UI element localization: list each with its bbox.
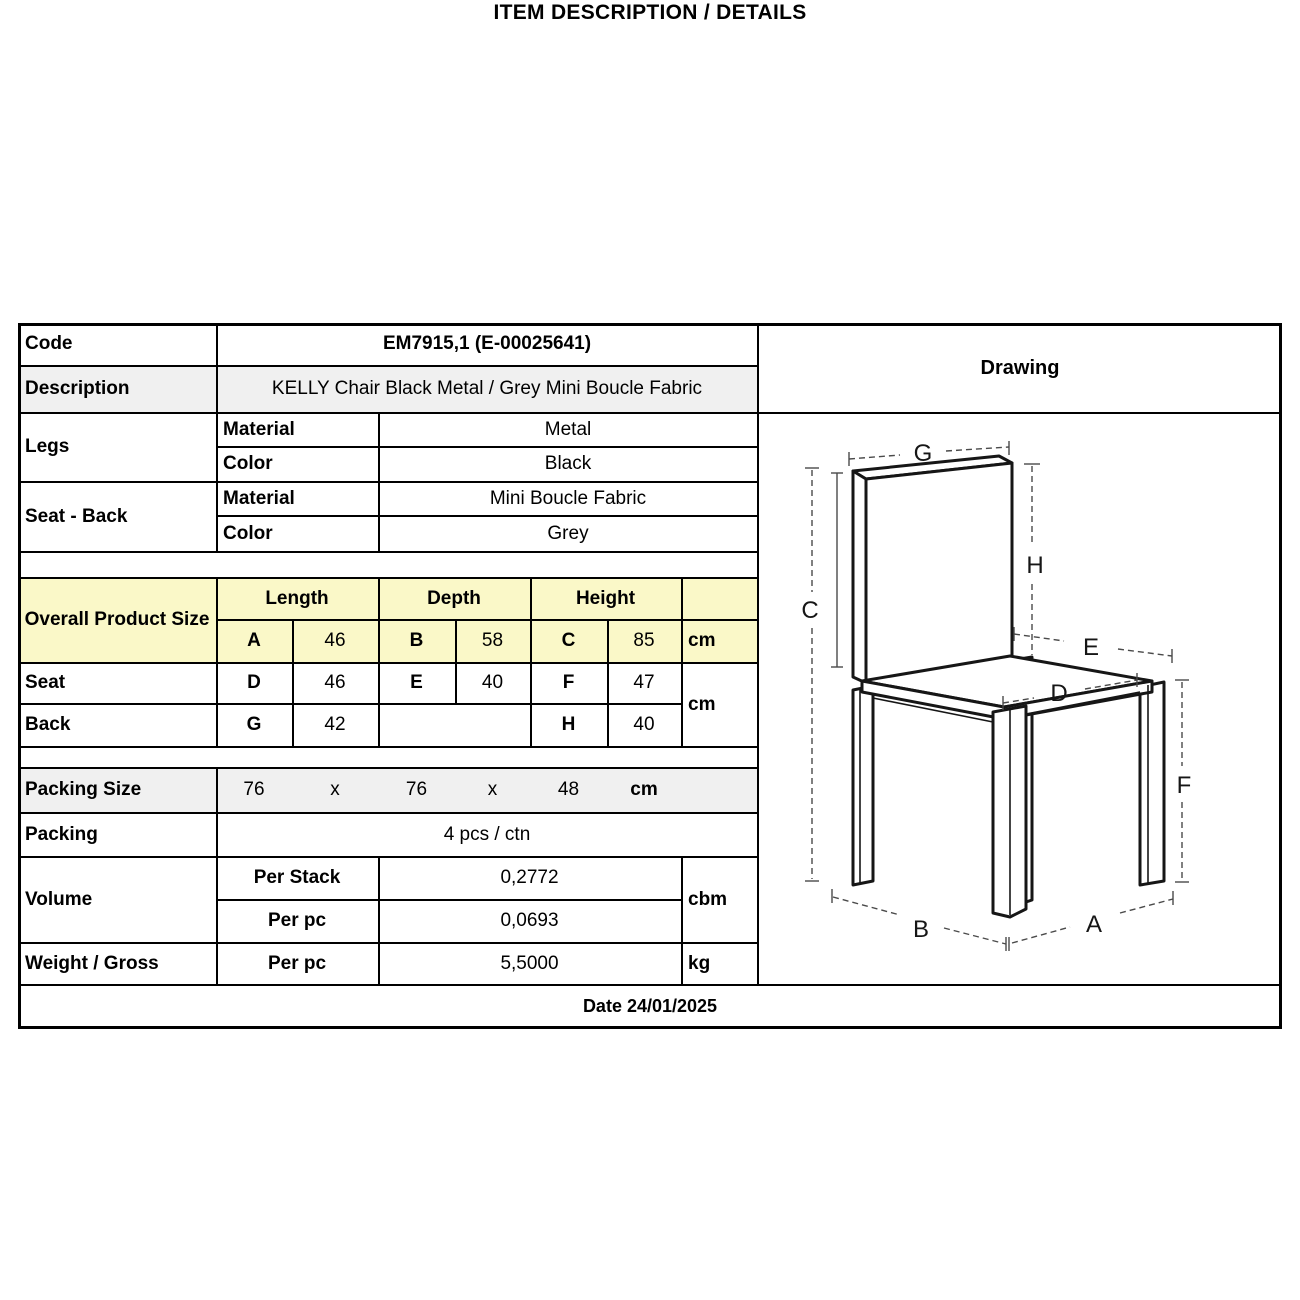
code-label: Code: [25, 333, 73, 355]
drawing-label-a: A: [1085, 911, 1103, 938]
packing-size-x2: x: [487, 779, 498, 801]
drawing-label-h: H: [1026, 552, 1044, 579]
dim-g-key: G: [246, 714, 262, 736]
depth-header: Depth: [427, 587, 481, 609]
packing-size-x1: x: [330, 779, 340, 801]
weight-per-pc-label: Per pc: [267, 952, 327, 974]
description-value: KELLY Chair Black Metal / Grey Mini Boucle Fabric: [271, 378, 703, 400]
dim-b-key: B: [409, 630, 424, 652]
back-row-label: Back: [25, 714, 71, 736]
packing-label: Packing: [25, 823, 98, 845]
packing-size-unit: cm: [630, 779, 658, 801]
drawing-header: Drawing: [980, 357, 1060, 379]
dim-b-value: 58: [481, 630, 504, 652]
per-pc-label: Per pc: [267, 910, 327, 932]
packing-size-label: Packing Size: [25, 779, 142, 801]
seat-back-color-label: Color: [223, 522, 273, 544]
weight-value: 5,5000: [500, 952, 559, 974]
dim-h-value: 40: [633, 714, 655, 736]
seat-row-label: Seat: [25, 672, 66, 694]
dim-f-value: 47: [633, 672, 655, 694]
code-value: EM7915,1 (E-00025641): [382, 333, 592, 355]
packing-size-dim1: 76: [243, 779, 265, 801]
seat-back-material-value: Mini Boucle Fabric: [489, 487, 647, 509]
dim-e-key: E: [410, 672, 423, 694]
dim-d-key: D: [247, 672, 261, 694]
weight-unit: kg: [688, 952, 711, 974]
dim-c-key: C: [561, 630, 576, 652]
legs-material-value: Metal: [544, 418, 592, 440]
seat-back-label: Seat - Back: [25, 505, 128, 527]
dim-a-key: A: [247, 630, 261, 652]
dim-a-value: 46: [324, 630, 346, 652]
date-footer: Date 24/01/2025: [582, 995, 718, 1016]
per-stack-value: 0,2772: [500, 867, 559, 889]
drawing-label-c: C: [801, 597, 819, 624]
dim-e-value: 40: [481, 672, 504, 694]
height-header: Height: [575, 587, 636, 609]
chair-backrest-side: [853, 471, 866, 683]
dim-d-value: 46: [324, 672, 346, 694]
length-header: Length: [265, 587, 329, 609]
packing-size-dim3: 48: [557, 779, 580, 801]
dim-f-key: F: [562, 672, 575, 694]
legs-material-label: Material: [223, 418, 295, 440]
drawing-label-b: B: [912, 916, 930, 943]
seat-back-material-label: Material: [223, 487, 295, 509]
chair-left-leg: [853, 686, 873, 885]
drawing-label-g: G: [913, 440, 933, 467]
volume-unit: cbm: [688, 888, 728, 910]
packing-size-dim2: 76: [405, 779, 428, 801]
drawing-label-d: D: [1050, 680, 1068, 707]
overall-size-label: Overall Product Size: [24, 609, 210, 631]
seat-back-unit: cm: [688, 693, 716, 715]
legs-color-value: Black: [544, 453, 592, 475]
page-title: ITEM DESCRIPTION / DETAILS: [493, 1, 807, 25]
volume-label: Volume: [25, 888, 93, 910]
description-label: Description: [25, 378, 130, 400]
overall-unit: cm: [688, 630, 716, 652]
legs-color-label: Color: [223, 453, 273, 475]
chair-right-leg: [1140, 682, 1164, 885]
per-stack-label: Per Stack: [253, 867, 341, 889]
weight-label: Weight / Gross: [25, 952, 159, 974]
drawing-label-e: E: [1082, 634, 1100, 661]
packing-value: 4 pcs / ctn: [443, 823, 531, 845]
legs-label: Legs: [25, 436, 70, 458]
chair-technical-drawing: [760, 415, 1280, 983]
drawing-label-f: F: [1176, 772, 1192, 799]
chair-outline: [853, 456, 1164, 917]
chair-backrest-front: [866, 463, 1012, 683]
dim-h-key: H: [561, 714, 576, 736]
dim-g-value: 42: [324, 714, 346, 736]
per-pc-value: 0,0693: [500, 910, 559, 932]
dim-c-value: 85: [633, 630, 655, 652]
seat-back-color-value: Grey: [547, 522, 589, 544]
